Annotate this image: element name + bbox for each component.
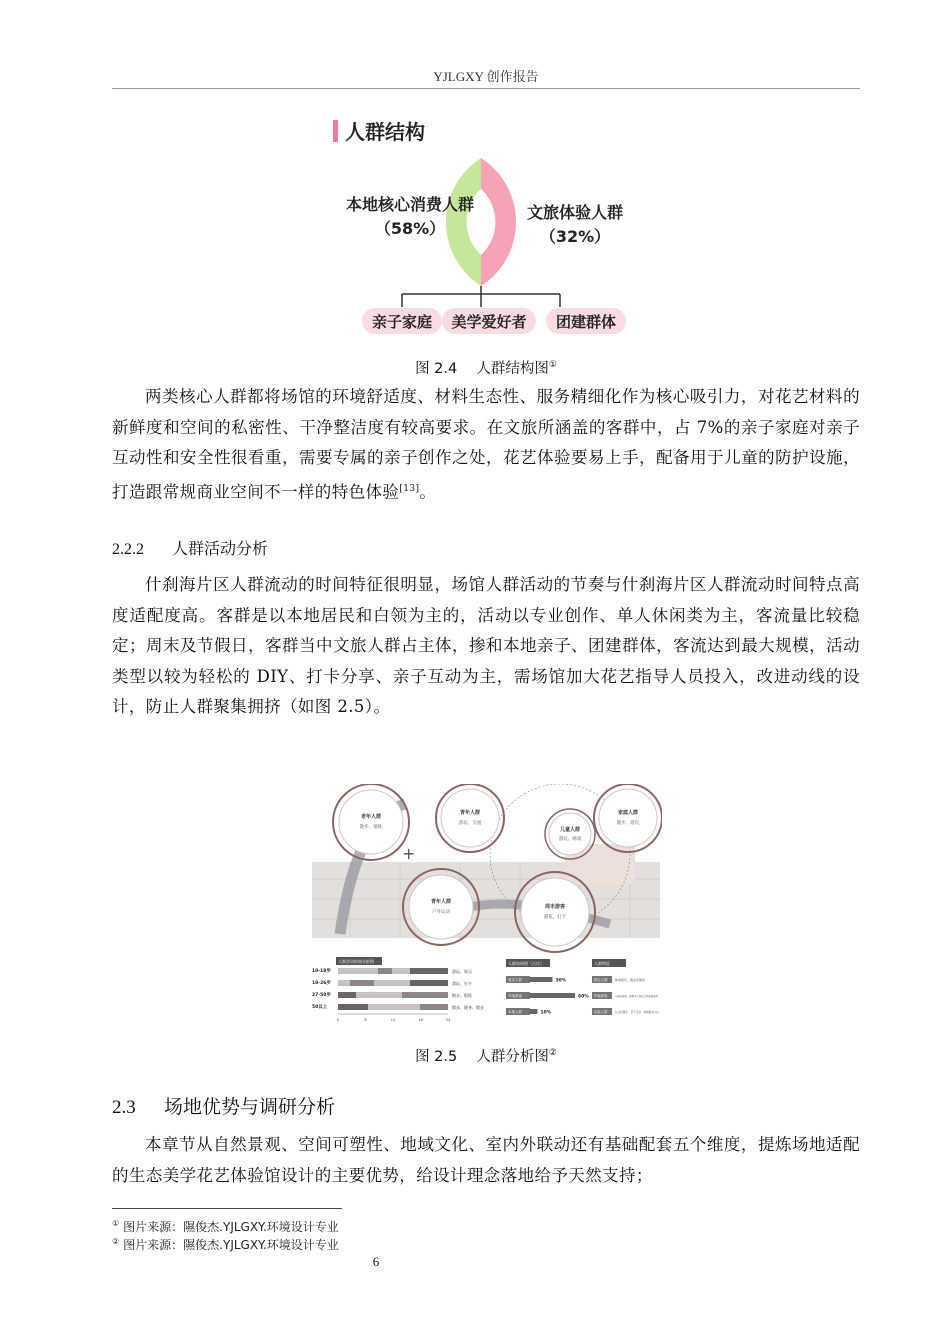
citation: [13] [399, 483, 420, 494]
svg-text:6: 6 [364, 1018, 367, 1022]
figure-caption-2-4: 图 2.4 人群结构图① [415, 360, 557, 377]
svg-text:人群活动时间分析图: 人群活动时间分析图 [338, 959, 374, 964]
svg-text:家庭人群: 家庭人群 [617, 810, 639, 816]
svg-text:休闲娱乐、散步及健身: 休闲娱乐、散步及健身 [615, 978, 646, 982]
svg-text:+: + [402, 844, 416, 863]
svg-text:18: 18 [418, 1018, 423, 1022]
svg-text:12: 12 [390, 1018, 396, 1022]
svg-text:18-26岁: 18-26岁 [312, 981, 331, 986]
svg-text:游玩、嬉戏: 游玩、嬉戏 [558, 837, 582, 842]
figure-title: 人群结构 [345, 120, 425, 144]
svg-text:以文化娱乐、亲子互动、休闲散步为主: 以文化娱乐、亲子互动、休闲散步为主 [615, 1011, 660, 1014]
svg-text:人群结构图（占比）: 人群结构图（占比） [508, 961, 544, 966]
svg-text:儿童人群: 儿童人群 [559, 827, 581, 833]
svg-text:散步、游玩: 散步、游玩 [616, 821, 640, 826]
ratio-value: 60% [578, 994, 589, 1000]
svg-text:老年人群: 老年人群 [360, 814, 382, 820]
section-heading-2-3: 2.3 场地优势与调研分析 [112, 1096, 336, 1118]
tree-connector [402, 286, 560, 307]
svg-text:青年人群: 青年人群 [430, 899, 452, 905]
svg-text:周末游客: 周末游客 [544, 904, 566, 910]
svg-text:本地人群: 本地人群 [593, 1010, 608, 1014]
ratio-panel [506, 959, 589, 1016]
svg-text:人群特征: 人群特征 [594, 961, 610, 966]
header-rule [112, 88, 860, 89]
figure-caption-2-5: 图 2.5 人群分析图② [415, 1048, 557, 1065]
donut-slice-local [446, 158, 481, 286]
page-number: 6 [372, 1254, 380, 1269]
svg-text:散步、锻炼: 散步、锻炼 [452, 993, 472, 998]
ratio-value: 10% [540, 1010, 552, 1016]
ratio-value: 30% [555, 978, 567, 984]
ratio-bar [530, 1009, 538, 1014]
label-local: 本地核心消费人群 [345, 195, 475, 214]
svg-text:游玩、打卡: 游玩、打卡 [452, 981, 472, 986]
label-tourism: 文旅体验人群 [526, 203, 624, 222]
svg-text:户外运动: 户外运动 [432, 910, 450, 915]
svg-text:青年人群: 青年人群 [459, 810, 481, 816]
tag-team: 团建群体 [555, 313, 617, 331]
ratio-bar [530, 993, 575, 998]
svg-text:以观光游览、购物为主的综合性旅游活动: 以观光游览、购物为主的综合性旅游活动 [615, 995, 659, 998]
footnote-rule [112, 1208, 342, 1209]
feature-panel [592, 959, 660, 1015]
tag-aesthetics: 美学爱好者 [451, 313, 527, 331]
paragraph: 什刹海片区人群流动的时间特征很明显，场馆人群活动的节奏与什刹海片区人群流动时间特点高度适配度高。客群是以本地居民和白领为主的，活动以专业创作、单人休闲类为主，客流量比较稳定；周末及节假日，客群当中文旅人群占主体，掺和本地亲子、团建群体，客流达到最大规模，活动类型以较为轻松的 DIY、打卡分享、亲子互动为主，需场馆加大花艺指导人员投入，改进动线的设计，防止人群聚集拥挤（如图 2.5）。 [112, 575, 860, 716]
svg-text:散步、健身、散步: 散步、健身、散步 [452, 1005, 484, 1010]
paragraph: 两类核心人群都将场馆的环境舒适度、材料生态性、服务精细化作为核心吸引力，对花艺材料的新鲜度和空间的私密性、干净整洁度有较高要求。在文旅所涵盖的客群中，占 7%的亲子家庭对亲子互动性和安全性很看重，需要专属的亲子创作之处，花艺体验要易上手，配备用于儿童的防护设施，打造跟常规商业空间不一样的特色体验[13]。 [112, 387, 860, 501]
pct-local: （58%） [374, 219, 446, 238]
svg-text:散步、锻炼: 散步、锻炼 [359, 825, 383, 830]
svg-text:0: 0 [336, 1018, 340, 1022]
footnote: ① 图片来源：隰俊杰.YJLGXY.环境设计专业 [112, 1219, 339, 1234]
ratio-bar [530, 977, 553, 982]
tag-family: 亲子家庭 [371, 313, 433, 331]
svg-text:外地游客: 外地游客 [593, 994, 608, 998]
svg-text:50以上: 50以上 [312, 1005, 328, 1010]
svg-text:10-18岁: 10-18岁 [312, 969, 331, 974]
svg-text:外地游客: 外地游客 [508, 994, 522, 998]
svg-text:游览、打卡: 游览、打卡 [543, 915, 567, 920]
section-heading-2-2-2: 2.2.2 人群活动分析 [112, 539, 269, 558]
pct-tourism: （32%） [539, 227, 611, 246]
svg-text:本地人群: 本地人群 [508, 1010, 522, 1014]
paragraph: 本章节从自然景观、空间可塑性、地域文化、室内外联动还有基础配套五个维度，提炼场地适配的生态美学花艺体验馆设计的主要优势，给设计理念落地给予天然支持； [112, 1135, 860, 1185]
svg-text:周边人群: 周边人群 [593, 978, 608, 982]
page-header: YJLGXY 创作报告 [433, 69, 539, 84]
svg-text:游玩、娱乐: 游玩、娱乐 [452, 969, 472, 974]
svg-text:27-50岁: 27-50岁 [312, 993, 331, 998]
crowd-structure-figure [330, 108, 630, 348]
svg-text:周边人群: 周边人群 [508, 978, 522, 982]
title-accent-bar [333, 120, 338, 142]
crowd-activity-figure [310, 784, 662, 1024]
activity-time-panel [312, 957, 484, 1022]
donut-slice-tourism [481, 158, 516, 286]
svg-text:24: 24 [445, 1018, 451, 1022]
svg-text:游玩、交流: 游玩、交流 [458, 821, 482, 826]
footnote: ② 图片来源：隰俊杰.YJLGXY.环境设计专业 [112, 1237, 339, 1252]
